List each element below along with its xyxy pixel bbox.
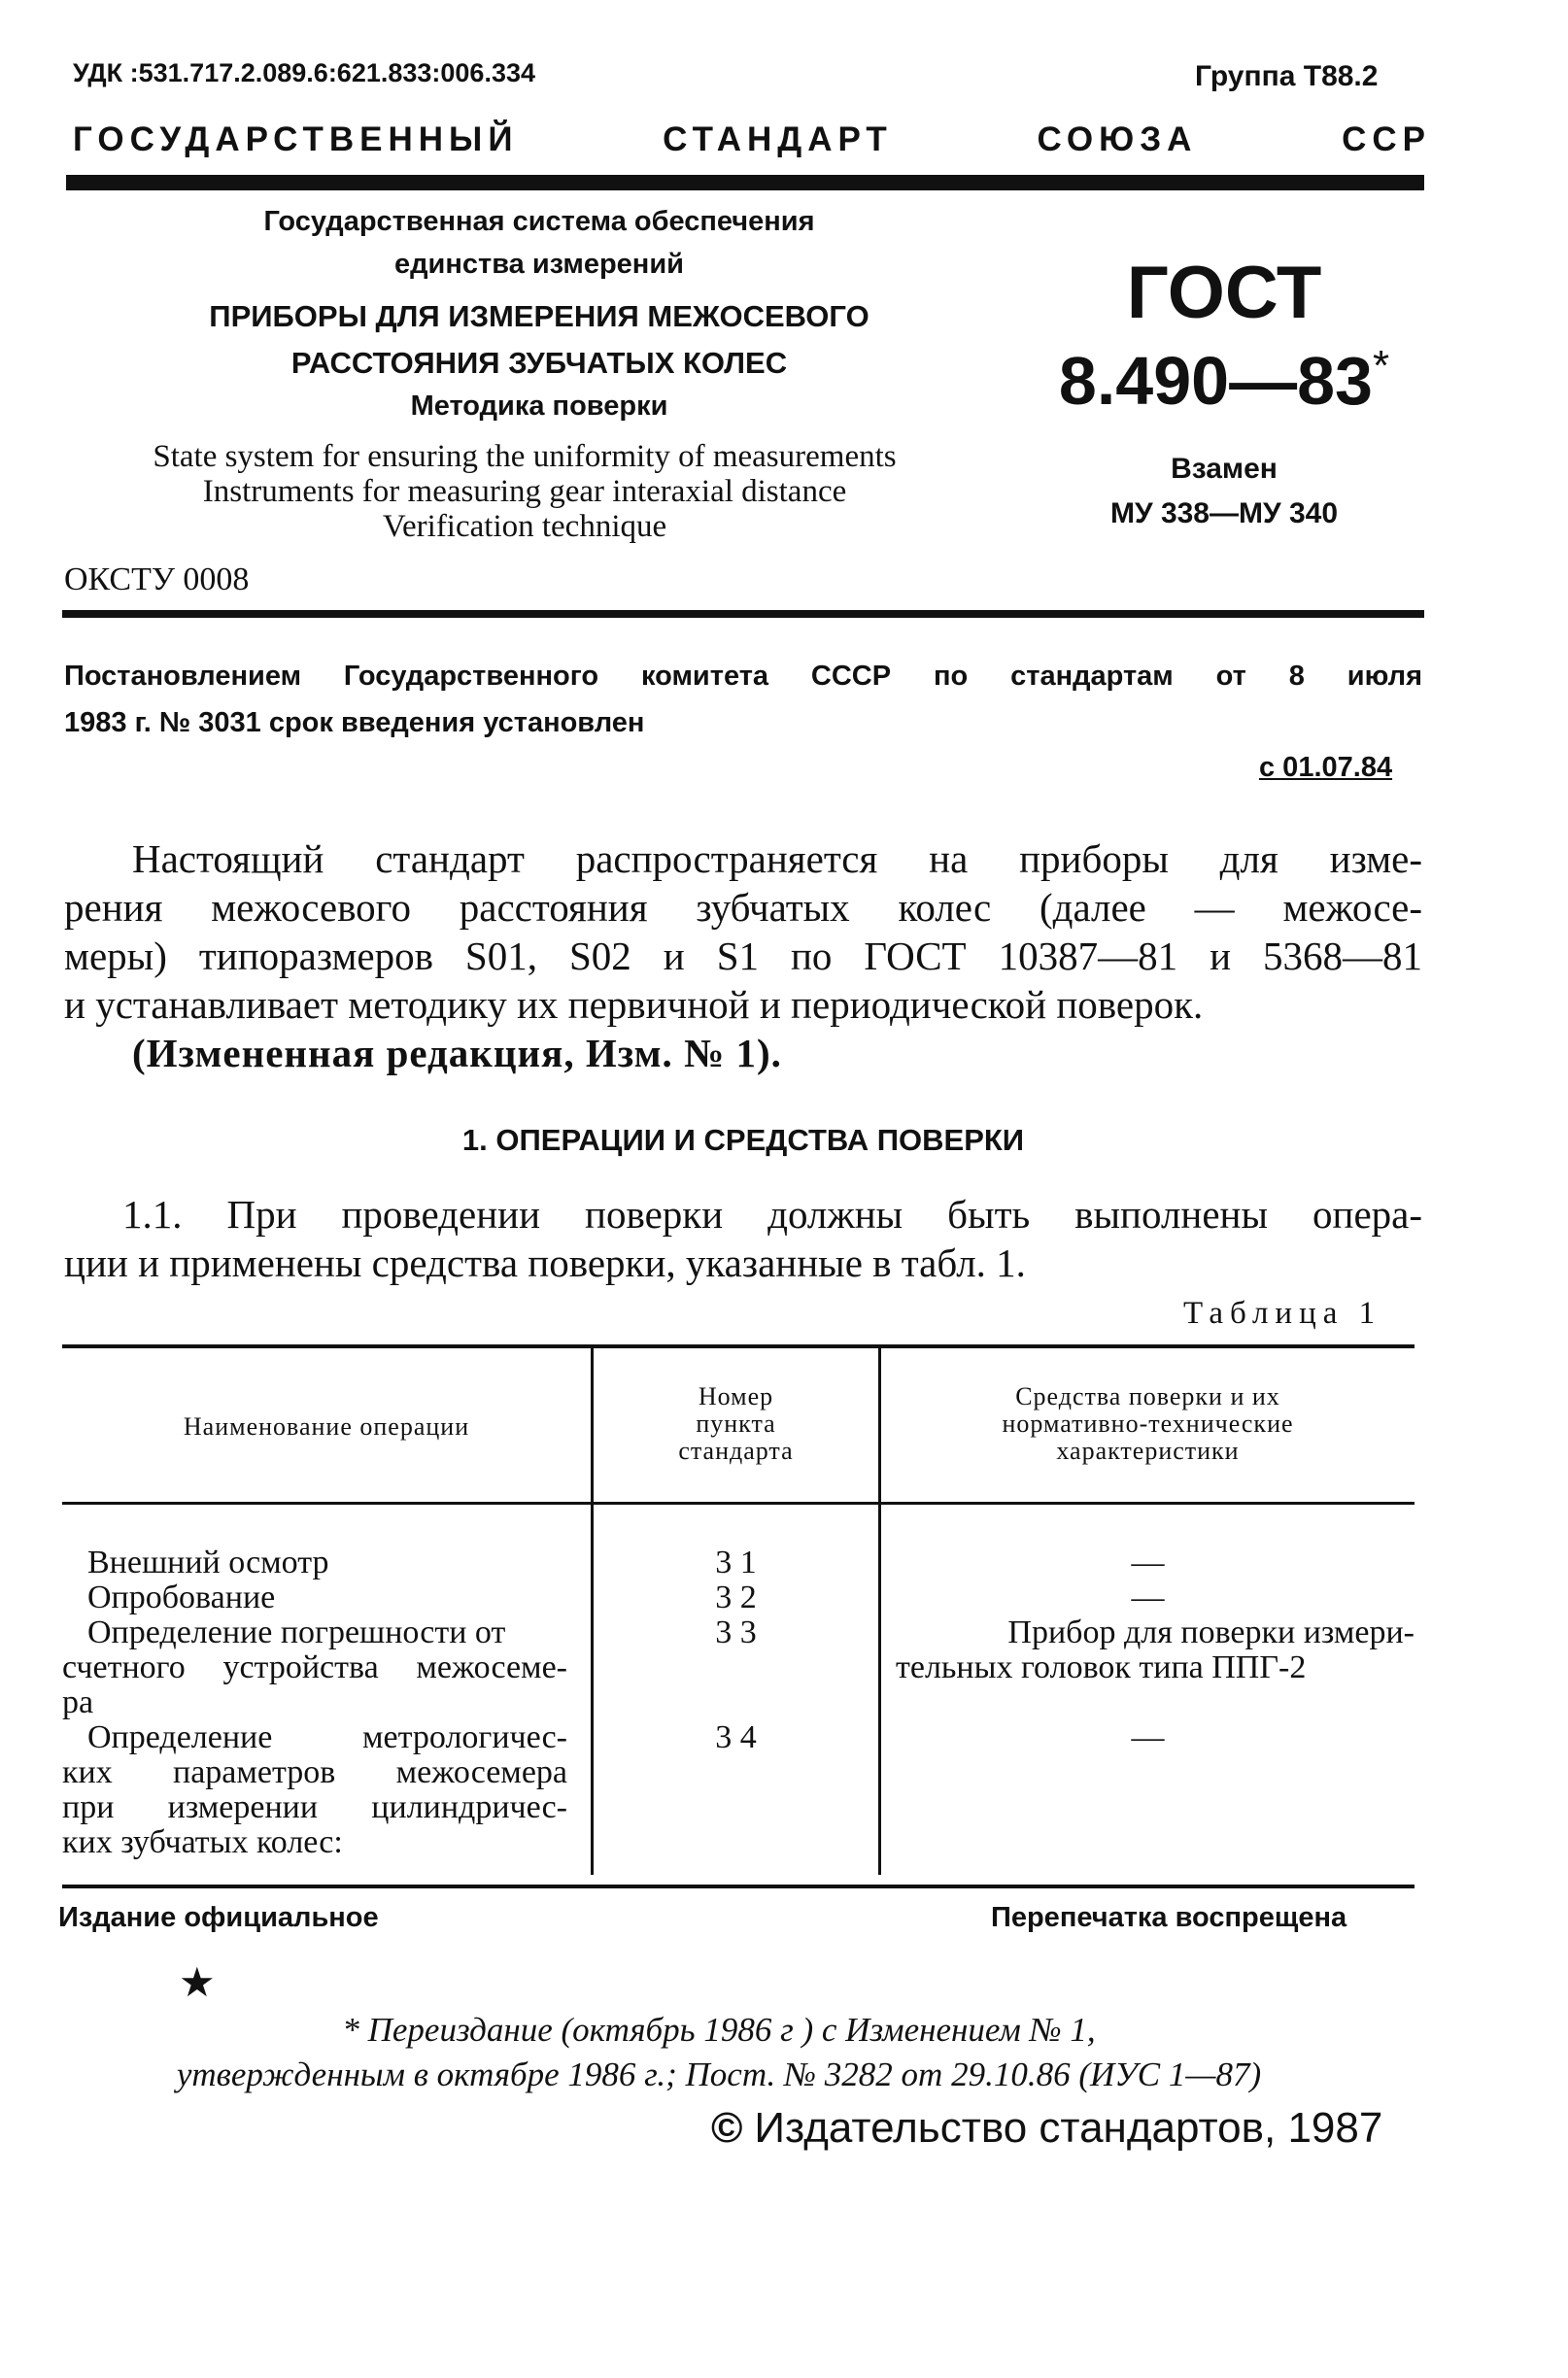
english-title-line-2: Instruments for measuring gear interaxial distance <box>202 474 847 509</box>
table-row-2-number: 3 2 <box>715 1580 757 1615</box>
table-row-3-name-l2: счетного устройства межосеме- <box>62 1649 567 1685</box>
table-row-4-name-l2: ких параметров межосемера <box>62 1754 567 1790</box>
no-reprint-label: Перепечатка воспрещена <box>991 1902 1347 1933</box>
table-caption: Таблица 1 <box>1183 1296 1382 1331</box>
replaces-label: Взамен <box>1171 453 1278 485</box>
gost-number-value: 8.490—83 <box>1058 343 1373 419</box>
table-row-3-means-l1: Прибор для поверки измери- <box>1007 1614 1415 1650</box>
table-header-number <box>594 1383 878 1465</box>
gost-label: ГОСТ <box>1126 252 1322 334</box>
intro-line-3: меры) типоразмеров S01, S02 и S1 по ГОСТ 10387—81 и 5368—81 <box>64 934 1422 978</box>
header-thick-rule <box>66 175 1424 190</box>
system-line-1: Государственная система обеспечения <box>263 206 815 237</box>
copyright-icon: © <box>711 2104 743 2152</box>
table-row-3-means-l2: тельных головок типа ППГ-2 <box>896 1649 1307 1685</box>
group-code: Группа Т88.2 <box>1195 60 1379 92</box>
table-row-3-number: 3 3 <box>715 1614 757 1650</box>
intro-line-1: Настоящий стандарт распространяется на приборы для изме- <box>132 836 1422 881</box>
replaces-value: МУ 338—МУ 340 <box>1109 497 1339 529</box>
table-row-3-name-l3: ра <box>62 1684 94 1720</box>
table-row-3-name-l1: Определение погрешности от <box>87 1614 506 1650</box>
copyright-line <box>711 2104 1382 2153</box>
title-line-2: РАССТОЯНИЯ ЗУБЧАТЫХ КОЛЕС <box>290 346 788 380</box>
table-row-4-name-l1: Определение метрологичес- <box>87 1719 567 1755</box>
table-row-4-name-l4: ких зубчатых колес: <box>62 1824 343 1860</box>
publisher-text: Издательство стандартов, 1987 <box>754 2104 1383 2152</box>
table-header-means <box>881 1383 1415 1465</box>
table-header-rule <box>62 1502 1415 1505</box>
gost-asterisk: * <box>1372 342 1390 390</box>
table-header-number-l2: пункта <box>696 1410 776 1438</box>
system-line-2: единства измерений <box>394 249 684 280</box>
table-row-4-number: 3 4 <box>715 1719 757 1755</box>
intro-line-2: рения межосевого расстояния зубчатых колес (далее — межосе- <box>64 885 1422 930</box>
decree-line-1: Постановлением Государственного комитета СССР по стандартам от 8 июля <box>64 661 1422 692</box>
table-row-4-name-l3: при измерении цилиндричес- <box>62 1789 567 1825</box>
subtitle: Методика поверки <box>410 391 668 422</box>
okstu-code: ОКСТУ 0008 <box>64 561 250 597</box>
table-header-means-l3: характеристики <box>1056 1437 1240 1465</box>
reissue-note-line-1: * Переиздание (октябрь 1986 г ) с Изменением № 1, <box>342 2011 1096 2049</box>
reissue-note-line-2: утвержденным в октябре 1986 г.; Пост. № 3282 от 29.10.86 (ИУС 1—87) <box>176 2055 1262 2093</box>
official-edition-label: Издание официальное <box>58 1902 379 1933</box>
table-row-2-means: — <box>1131 1580 1165 1615</box>
banner-title: ГОСУДАРСТВЕННЫЙ СТАНДАРТ СОЮЗА ССР <box>73 120 1431 158</box>
section-1-heading: 1. ОПЕРАЦИИ И СРЕДСТВА ПОВЕРКИ <box>461 1123 1025 1157</box>
gost-number <box>1030 342 1418 420</box>
english-title-line-1: State system for ensuring the uniformity of measurements <box>153 439 897 474</box>
table-header-means-l2: нормативно-технические <box>1002 1410 1294 1438</box>
table-header-operation: Наименование операции <box>183 1412 470 1441</box>
table-row-2-name: Опробование <box>87 1580 276 1615</box>
intro-line-4: и устанавливает методику их первичной и периодической поверок. <box>64 982 1204 1027</box>
table-row-1-number: 3 1 <box>715 1545 757 1580</box>
table-row-4-means: — <box>1131 1719 1165 1755</box>
table-bottom-rule <box>62 1885 1415 1888</box>
table-header-number-l1: Номер <box>698 1382 774 1410</box>
table-header-means-l1: Средства поверки и их <box>1015 1382 1280 1410</box>
table-row-1-means: — <box>1131 1545 1165 1580</box>
decree-line-2: 1983 г. № 3031 срок введения установлен <box>64 707 645 738</box>
section-1-para-line-1: 1.1. При проведении поверки должны быть выполнены опера- <box>122 1192 1422 1237</box>
udk-code: УДК :531.717.2.089.6:621.833:006.334 <box>73 58 535 87</box>
table-top-rule <box>62 1344 1415 1348</box>
star-icon: ★ <box>179 1959 216 2005</box>
effective-date: с 01.07.84 <box>1259 752 1393 783</box>
title-line-1: ПРИБОРЫ ДЛЯ ИЗМЕРЕНИЯ МЕЖОСЕВОГО <box>209 299 869 333</box>
table-row-1-name: Внешний осмотр <box>87 1545 329 1580</box>
amended-note: (Измененная редакция, Изм. № 1). <box>132 1031 782 1075</box>
table-header-number-l3: стандарта <box>678 1437 794 1465</box>
english-title-line-3: Verification technique <box>382 509 667 544</box>
section-1-para-line-2: ции и применены средства поверки, указанные в табл. 1. <box>64 1240 1026 1285</box>
title-block-rule <box>62 610 1424 618</box>
